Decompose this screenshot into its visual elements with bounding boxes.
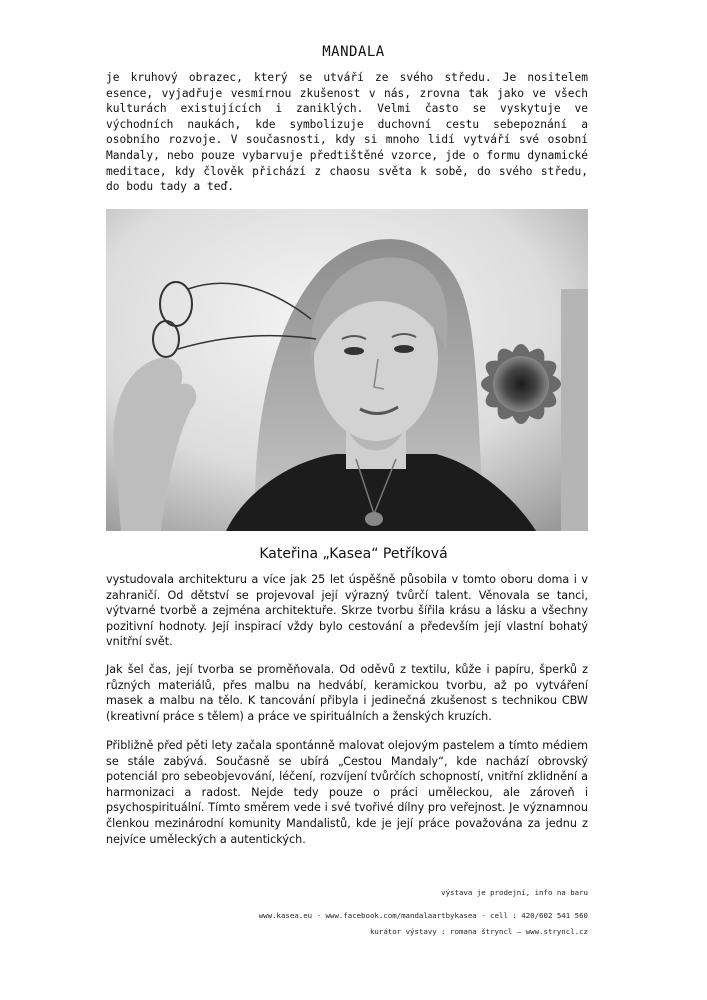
bio-paragraph: Přibližně před pěti lety začala spontánně malovat olejovým pastelem a tímto médiem se stále zabývá. Současně se ubírá „Cestou Mandaly“, kde nachází obrovský potenciál pro sebeobjevování, léčení, rozvíjení tvůrčích schopností, vnitřní zklidnění a harmonizaci a radost. Nejde tedy pouze o práci uměleckou, ale zároveň i psychospirituální. Tímto směrem vede i své tvořivé dílny pro veřejnost. Je významnou členkou mezinárodní komunity Mandalistů, kde je její práce považována za jednu z nejvíce uměleckých a autentických. — [106, 739, 588, 846]
footer-curator: kurátor výstavy : romana štryncl – www.stryncl.cz — [369, 927, 588, 936]
footer-contacts: www.kasea.eu - www.facebook.com/mandalaartbykasea - cell : 420/602 541 560 — [258, 911, 588, 920]
bio-paragraph: vystudovala architekturu a více jak 25 let úspěšně působila v tomto oboru doma i v zahraničí. Od dětství se projevoval její výrazný tvůrčí talent. Věnovala se tanci, výtvarné tvorbě a zejména architektuře. Skrze tvorbu šířila krásu a lásku a všechny pozitivní hodnoty. Její inspirací vždy bylo cestování a především její vlastní bohatý vnitřní svět. — [106, 573, 588, 649]
artist-name: Kateřina „Kasea“ Petříková — [259, 546, 448, 562]
page-title: MANDALA — [322, 44, 385, 60]
intro-paragraph: je kruhový obrazec, který se utváří ze svého středu. Je nositelem esence, vyjadřuje vesmírnou zkušenost v nás, zrovna tak jako ve všech kulturách existujících i zaniklých. Velmi často se vyskytuje ve východních naukách, kde symbolizuje duchovní cestu sebepoznání a osobního rozvoje. V současnosti, kdy si mnoho lidí vytváří své osobní Mandaly, nebo pouze vybarvuje předtištěné vzorce, jde o formu dynamické meditace, kdy člověk přichází z chaosu světa k sobě, do svého středu, do bodu tady a teď. — [106, 71, 588, 194]
footer-sale-info: výstava je prodejní, info na baru — [441, 888, 588, 897]
artist-portrait-photo — [106, 209, 588, 531]
bio-paragraph: Jak šel čas, její tvorba se proměňovala. Od oděvů z textilu, kůže i papíru, šperků z různých materiálů, přes malbu na hedvábí, keramickou tvorbu, až po vytváření masek a malbu na tělo. K tancování přibyla i jedinečná zkušenost s technikou CBW (kreativní práce s tělem) a práce ve spirituálních a ženských kruzích. — [106, 663, 588, 723]
